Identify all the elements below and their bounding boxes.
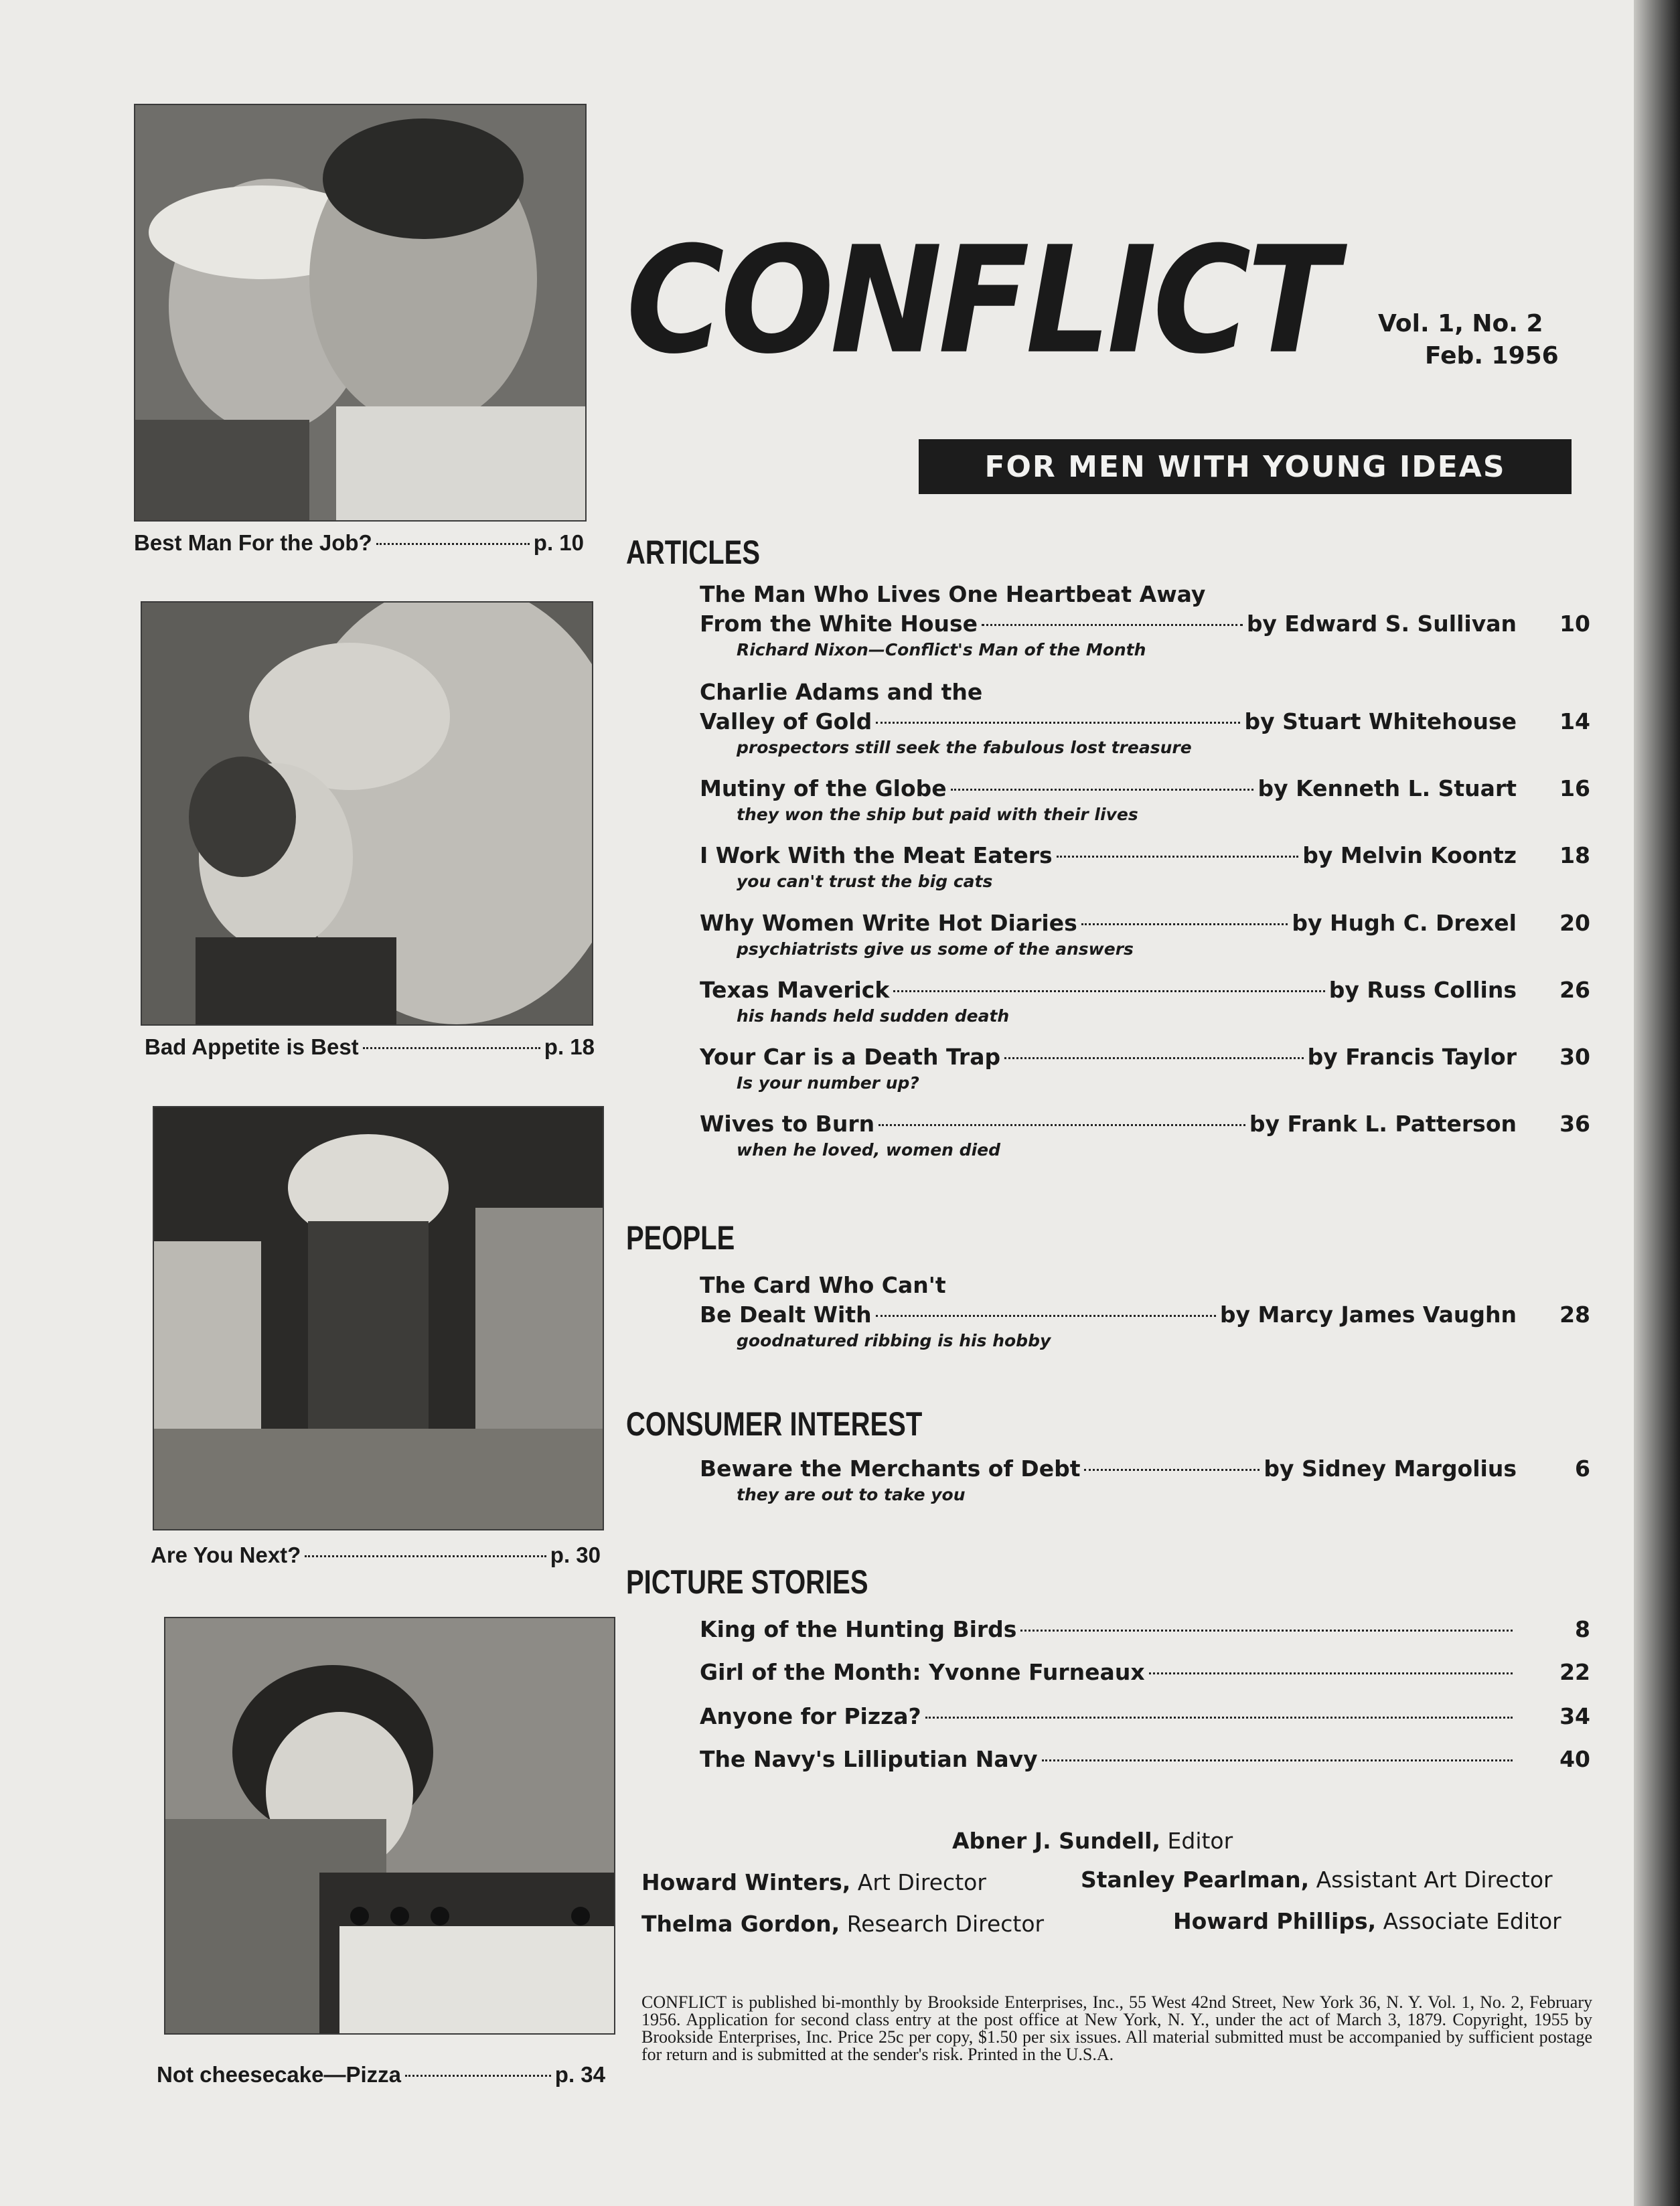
article-entry <box>700 841 1590 893</box>
article-subtitle: psychiatrists give us some of the answers <box>737 939 1134 959</box>
consumer-entry <box>700 1454 1590 1506</box>
story-title: Anyone for Pizza? <box>700 1703 921 1729</box>
staff-name: Abner J. Sundell, <box>952 1828 1161 1854</box>
article-title-line1: The Man Who Lives One Heartbeat Away <box>700 581 1206 607</box>
article-subtitle: they won the ship but paid with their lives <box>737 805 1138 824</box>
article-page: 36 <box>1559 1111 1590 1137</box>
staff-name: Howard Phillips, <box>1173 1908 1377 1934</box>
article-author: by Russ Collins <box>1328 977 1517 1003</box>
article-author: by Francis Taylor <box>1307 1044 1517 1070</box>
article-entry <box>700 580 1590 661</box>
page-edge-shadow <box>1634 0 1680 2206</box>
picture-story-entry <box>700 1745 1590 1774</box>
story-page: 40 <box>1559 1746 1590 1772</box>
picture-story-entry <box>700 1615 1590 1644</box>
section-heading-articles: ARTICLES <box>626 534 760 571</box>
article-author: by Sidney Margolius <box>1264 1455 1517 1482</box>
picture-story-entry <box>700 1702 1590 1731</box>
section-heading-picture-stories: PICTURE STORIES <box>626 1563 868 1601</box>
article-title: From the White House <box>700 611 978 637</box>
article-entry <box>700 678 1590 759</box>
article-author: by Hugh C. Drexel <box>1292 910 1517 936</box>
article-author: by Edward S. Sullivan <box>1246 611 1517 637</box>
story-page: 8 <box>1575 1616 1590 1642</box>
article-page: 28 <box>1559 1302 1590 1328</box>
staff-name: Stanley Pearlman, <box>1081 1867 1310 1893</box>
caption-page: p. 10 <box>533 530 584 555</box>
article-entry <box>700 774 1590 826</box>
photo-caption-3 <box>151 1543 601 1568</box>
article-entry <box>700 909 1590 961</box>
magazine-title: CONFLICT <box>626 215 1334 387</box>
article-title: Valley of Gold <box>700 708 872 734</box>
article-entry <box>700 1042 1590 1095</box>
photo-caption-2 <box>145 1034 595 1060</box>
staff-editor <box>952 1828 1233 1854</box>
caption-text: Are You Next? <box>151 1543 301 1567</box>
staff-associate-editor <box>1173 1908 1561 1934</box>
article-page: 6 <box>1575 1455 1590 1482</box>
article-page: 30 <box>1559 1044 1590 1070</box>
article-author: by Frank L. Patterson <box>1249 1111 1517 1137</box>
section-heading-consumer: CONSUMER INTEREST <box>626 1405 923 1443</box>
photo-pizza <box>164 1617 615 2035</box>
article-author: by Stuart Whitehouse <box>1244 708 1517 734</box>
story-page: 34 <box>1559 1703 1590 1729</box>
caption-text: Bad Appetite is Best <box>145 1034 359 1059</box>
volume-number: Vol. 1, No. 2 <box>1378 310 1543 337</box>
article-title: Wives to Burn <box>700 1111 875 1137</box>
issue-info <box>1378 308 1559 372</box>
photo-caption-1 <box>134 530 584 556</box>
article-entry <box>700 1109 1590 1162</box>
article-title-line1: The Card Who Can't <box>700 1272 946 1298</box>
caption-page: p. 30 <box>550 1543 601 1567</box>
staff-name: Howard Winters, <box>641 1869 851 1895</box>
article-subtitle: his hands held sudden death <box>737 1006 1010 1026</box>
caption-page: p. 34 <box>554 2062 605 2087</box>
photo-lion <box>141 601 593 1026</box>
staff-role: Editor <box>1167 1828 1233 1854</box>
article-entry <box>700 975 1590 1028</box>
section-heading-people: PEOPLE <box>626 1219 735 1257</box>
photo-best-man <box>134 104 587 522</box>
article-subtitle: they are out to take you <box>737 1485 966 1504</box>
article-author: by Marcy James Vaughn <box>1219 1302 1517 1328</box>
article-title: I Work With the Meat Eaters <box>700 842 1053 868</box>
article-title: Beware the Merchants of Debt <box>700 1455 1081 1482</box>
publication-notice: CONFLICT is published bi-monthly by Brookside Enterprises, Inc., 55 West 42nd Street, New York 36, N. Y. Vol. 1, No. 2, February 1956. Application for second class entry at the post office at New York, N. Y., under the act of March 3, 1879. Copyright, 1955 by Brookside Enterprises, Inc. Price 25c per copy, $1.50 per six issues. All material submitted must be accompanied by sufficient postage for return and is submitted at the sender's risk. Printed in the U.S.A. <box>641 1992 1592 2064</box>
story-title: The Navy's Lilliputian Navy <box>700 1746 1038 1772</box>
staff-research-director <box>641 1911 1044 1937</box>
staff-name: Thelma Gordon, <box>641 1911 840 1937</box>
article-subtitle: when he loved, women died <box>737 1140 1000 1160</box>
article-author: by Kenneth L. Stuart <box>1257 775 1517 801</box>
staff-role: Research Director <box>846 1911 1045 1937</box>
article-page: 14 <box>1559 708 1590 734</box>
photo-caption-4 <box>157 2062 605 2087</box>
article-subtitle: prospectors still seek the fabulous lost treasure <box>737 738 1192 757</box>
people-entry <box>700 1271 1590 1352</box>
article-subtitle: you can't trust the big cats <box>737 872 993 891</box>
article-title: Be Dealt With <box>700 1302 872 1328</box>
staff-role: Art Director <box>857 1869 986 1895</box>
caption-page: p. 18 <box>544 1034 595 1059</box>
article-title: Texas Maverick <box>700 977 890 1003</box>
photo-car-crash <box>153 1106 604 1530</box>
issue-date: Feb. 1956 <box>1425 342 1559 370</box>
caption-text: Not cheesecake—Pizza <box>157 2062 402 2087</box>
article-title: Mutiny of the Globe <box>700 775 947 801</box>
article-page: 18 <box>1559 842 1590 868</box>
article-title: Why Women Write Hot Diaries <box>700 910 1077 936</box>
staff-role: Assistant Art Director <box>1316 1867 1553 1893</box>
article-subtitle: goodnatured ribbing is his hobby <box>737 1331 1051 1350</box>
staff-assistant-art-director <box>1081 1867 1553 1893</box>
staff-art-director <box>641 1869 986 1895</box>
caption-text: Best Man For the Job? <box>134 530 372 555</box>
story-page: 22 <box>1559 1659 1590 1685</box>
staff-role: Associate Editor <box>1383 1908 1561 1934</box>
story-title: King of the Hunting Birds <box>700 1616 1017 1642</box>
article-author: by Melvin Koontz <box>1302 842 1517 868</box>
article-page: 16 <box>1559 775 1590 801</box>
article-title-line1: Charlie Adams and the <box>700 679 983 705</box>
article-subtitle: Is your number up? <box>737 1073 919 1093</box>
article-page: 10 <box>1559 611 1590 637</box>
article-title: Your Car is a Death Trap <box>700 1044 1001 1070</box>
article-page: 26 <box>1559 977 1590 1003</box>
picture-story-entry <box>700 1658 1590 1687</box>
article-page: 20 <box>1559 910 1590 936</box>
article-subtitle: Richard Nixon—Conflict's Man of the Month <box>737 640 1146 659</box>
story-title: Girl of the Month: Yvonne Furneaux <box>700 1659 1145 1685</box>
tagline-banner: FOR MEN WITH YOUNG IDEAS <box>919 439 1572 494</box>
